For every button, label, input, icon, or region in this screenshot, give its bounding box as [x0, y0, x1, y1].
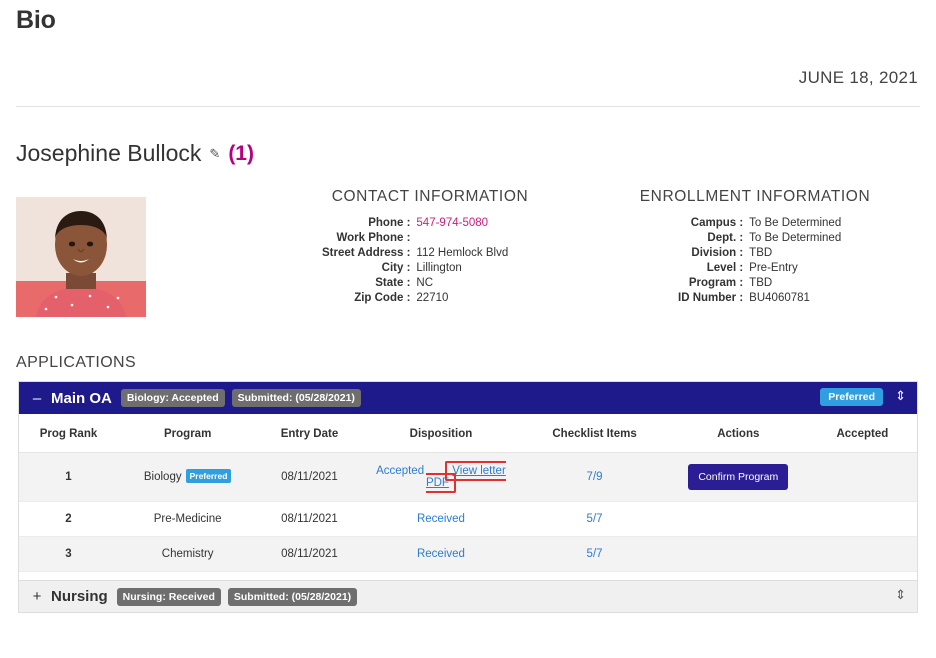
disposition-link[interactable]: Received [416, 513, 465, 525]
application-name-nursing: Nursing [51, 588, 108, 605]
contact-value-street-address: 112 Hemlock Blvd [416, 246, 509, 259]
contact-value-city: Lillington [416, 261, 462, 274]
application-header-nursing[interactable] [19, 580, 917, 612]
contact-heading: CONTACT INFORMATION [331, 188, 529, 205]
contact-value-state: NC [416, 276, 434, 289]
enrollment-value-level: Pre-Entry [749, 261, 798, 274]
table-row [19, 502, 917, 537]
column-header-entry-date: Entry Date [257, 414, 361, 453]
cell-checklist-items [520, 453, 669, 502]
program-name: Chemistry [161, 548, 214, 560]
column-header-prog-rank: Prog Rank [19, 414, 118, 453]
pencil-icon[interactable]: ✎ [209, 145, 221, 161]
enrollment-label-id-number: ID Number : [678, 291, 744, 304]
enrollment-row-id-number [678, 290, 841, 305]
cell-prog-rank: 3 [19, 537, 118, 572]
contact-label-city: City : [381, 261, 411, 274]
checklist-link[interactable]: 7/9 [586, 471, 603, 483]
cell-entry-date: 08/11/2021 [257, 537, 361, 572]
status-badge-nursing: Nursing: Received [117, 588, 221, 606]
column-header-checklist-items: Checklist Items [520, 414, 669, 453]
enrollment-value-division: TBD [749, 246, 773, 259]
cell-accepted [808, 502, 917, 537]
contact-label-street-address: Street Address : [322, 246, 411, 259]
enrollment-row-campus [678, 215, 841, 230]
column-header-actions: Actions [669, 414, 808, 453]
table-row [19, 453, 917, 502]
applications-table-main-oa [19, 414, 917, 572]
contact-value-phone: 547-974-5080 [416, 216, 489, 229]
table-header-row [19, 414, 917, 453]
program-name: Biology [143, 471, 182, 483]
application-name-main-oa: Main OA [51, 389, 112, 407]
enrollment-heading: ENROLLMENT INFORMATION [639, 188, 871, 205]
cell-accepted [808, 453, 917, 502]
disposition-link[interactable]: Accepted [376, 465, 425, 477]
preferred-mini-badge: Preferred [186, 469, 232, 483]
checklist-link[interactable]: 5/7 [586, 548, 603, 560]
cell-entry-date: 08/11/2021 [257, 502, 361, 537]
cell-program [118, 453, 257, 502]
enrollment-row-division [678, 245, 841, 260]
contact-row-work-phone [322, 230, 508, 245]
contact-label-zip-code: Zip Code : [354, 291, 411, 304]
applications-section-title: APPLICATIONS [16, 354, 137, 371]
page-title: Bio [16, 6, 56, 34]
student-name: Josephine Bullock [16, 140, 202, 166]
enrollment-label-program: Program : [688, 276, 744, 289]
avatar-illustration [16, 197, 146, 317]
contact-label-work-phone: Work Phone : [336, 231, 411, 244]
collapse-toggle-main-oa[interactable]: – [32, 389, 42, 407]
column-header-program: Program [118, 414, 257, 453]
view-letter-pdf-link[interactable]: View letter PDF [426, 461, 506, 493]
confirm-program-button[interactable]: Confirm Program [688, 464, 788, 490]
enrollment-value-program: TBD [749, 276, 773, 289]
cell-actions [669, 537, 808, 572]
status-badge-main-oa: Biology: Accepted [121, 389, 225, 407]
contact-information-block [300, 188, 560, 305]
header-divider [16, 106, 920, 107]
cell-actions [669, 502, 808, 537]
cell-disposition [362, 453, 521, 502]
enrollment-row-dept [678, 230, 841, 245]
preferred-badge-main-oa: Preferred [820, 388, 883, 406]
contact-label-phone: Phone : [368, 216, 411, 229]
cell-disposition [362, 502, 521, 537]
contact-row-phone [322, 215, 508, 230]
enrollment-value-campus: To Be Determined [749, 216, 842, 229]
table-row [19, 537, 917, 572]
enrollment-row-level [678, 260, 841, 275]
column-header-accepted: Accepted [808, 414, 917, 453]
submitted-badge-nursing: Submitted: (05/28/2021) [228, 588, 357, 606]
contact-row-city [322, 260, 508, 275]
reorder-handle-main-oa[interactable]: ⇕ [895, 388, 906, 403]
reorder-handle-nursing[interactable]: ⇕ [895, 587, 906, 602]
student-name-row [16, 140, 254, 167]
cell-program [118, 502, 257, 537]
cell-checklist-items [520, 502, 669, 537]
submitted-badge-main-oa: Submitted: (05/28/2021) [232, 389, 361, 407]
contact-value-zip-code: 22710 [416, 291, 449, 304]
enrollment-value-dept: To Be Determined [749, 231, 842, 244]
checklist-link[interactable]: 5/7 [586, 513, 603, 525]
contact-row-zip-code [322, 290, 508, 305]
cell-prog-rank: 1 [19, 453, 118, 502]
current-date: JUNE 18, 2021 [798, 68, 918, 87]
avatar [16, 197, 146, 317]
program-name: Pre-Medicine [153, 513, 222, 525]
cell-program [118, 537, 257, 572]
enrollment-label-division: Division : [691, 246, 744, 259]
column-header-disposition: Disposition [362, 414, 521, 453]
contact-value-work-phone [416, 230, 508, 245]
contact-row-street-address [322, 245, 508, 260]
cell-accepted [808, 537, 917, 572]
cell-entry-date: 08/11/2021 [257, 453, 361, 502]
enrollment-label-dept: Dept. : [707, 231, 744, 244]
expand-toggle-nursing[interactable]: + [32, 588, 42, 605]
name-count-badge: (1) [228, 141, 254, 165]
enrollment-value-id-number: BU4060781 [749, 291, 810, 304]
application-header-main-oa[interactable] [19, 382, 917, 414]
contact-label-state: State : [375, 276, 411, 289]
enrollment-information-block [620, 188, 890, 305]
enrollment-row-program [678, 275, 841, 290]
panel-spacer [19, 572, 917, 580]
cell-prog-rank: 2 [19, 502, 118, 537]
enrollment-label-campus: Campus : [690, 216, 744, 229]
disposition-link[interactable]: Received [416, 548, 465, 560]
cell-checklist-items [520, 537, 669, 572]
cell-actions [669, 453, 808, 502]
enrollment-label-level: Level : [706, 261, 744, 274]
applications-panel [18, 381, 918, 613]
contact-row-state [322, 275, 508, 290]
cell-disposition [362, 537, 521, 572]
